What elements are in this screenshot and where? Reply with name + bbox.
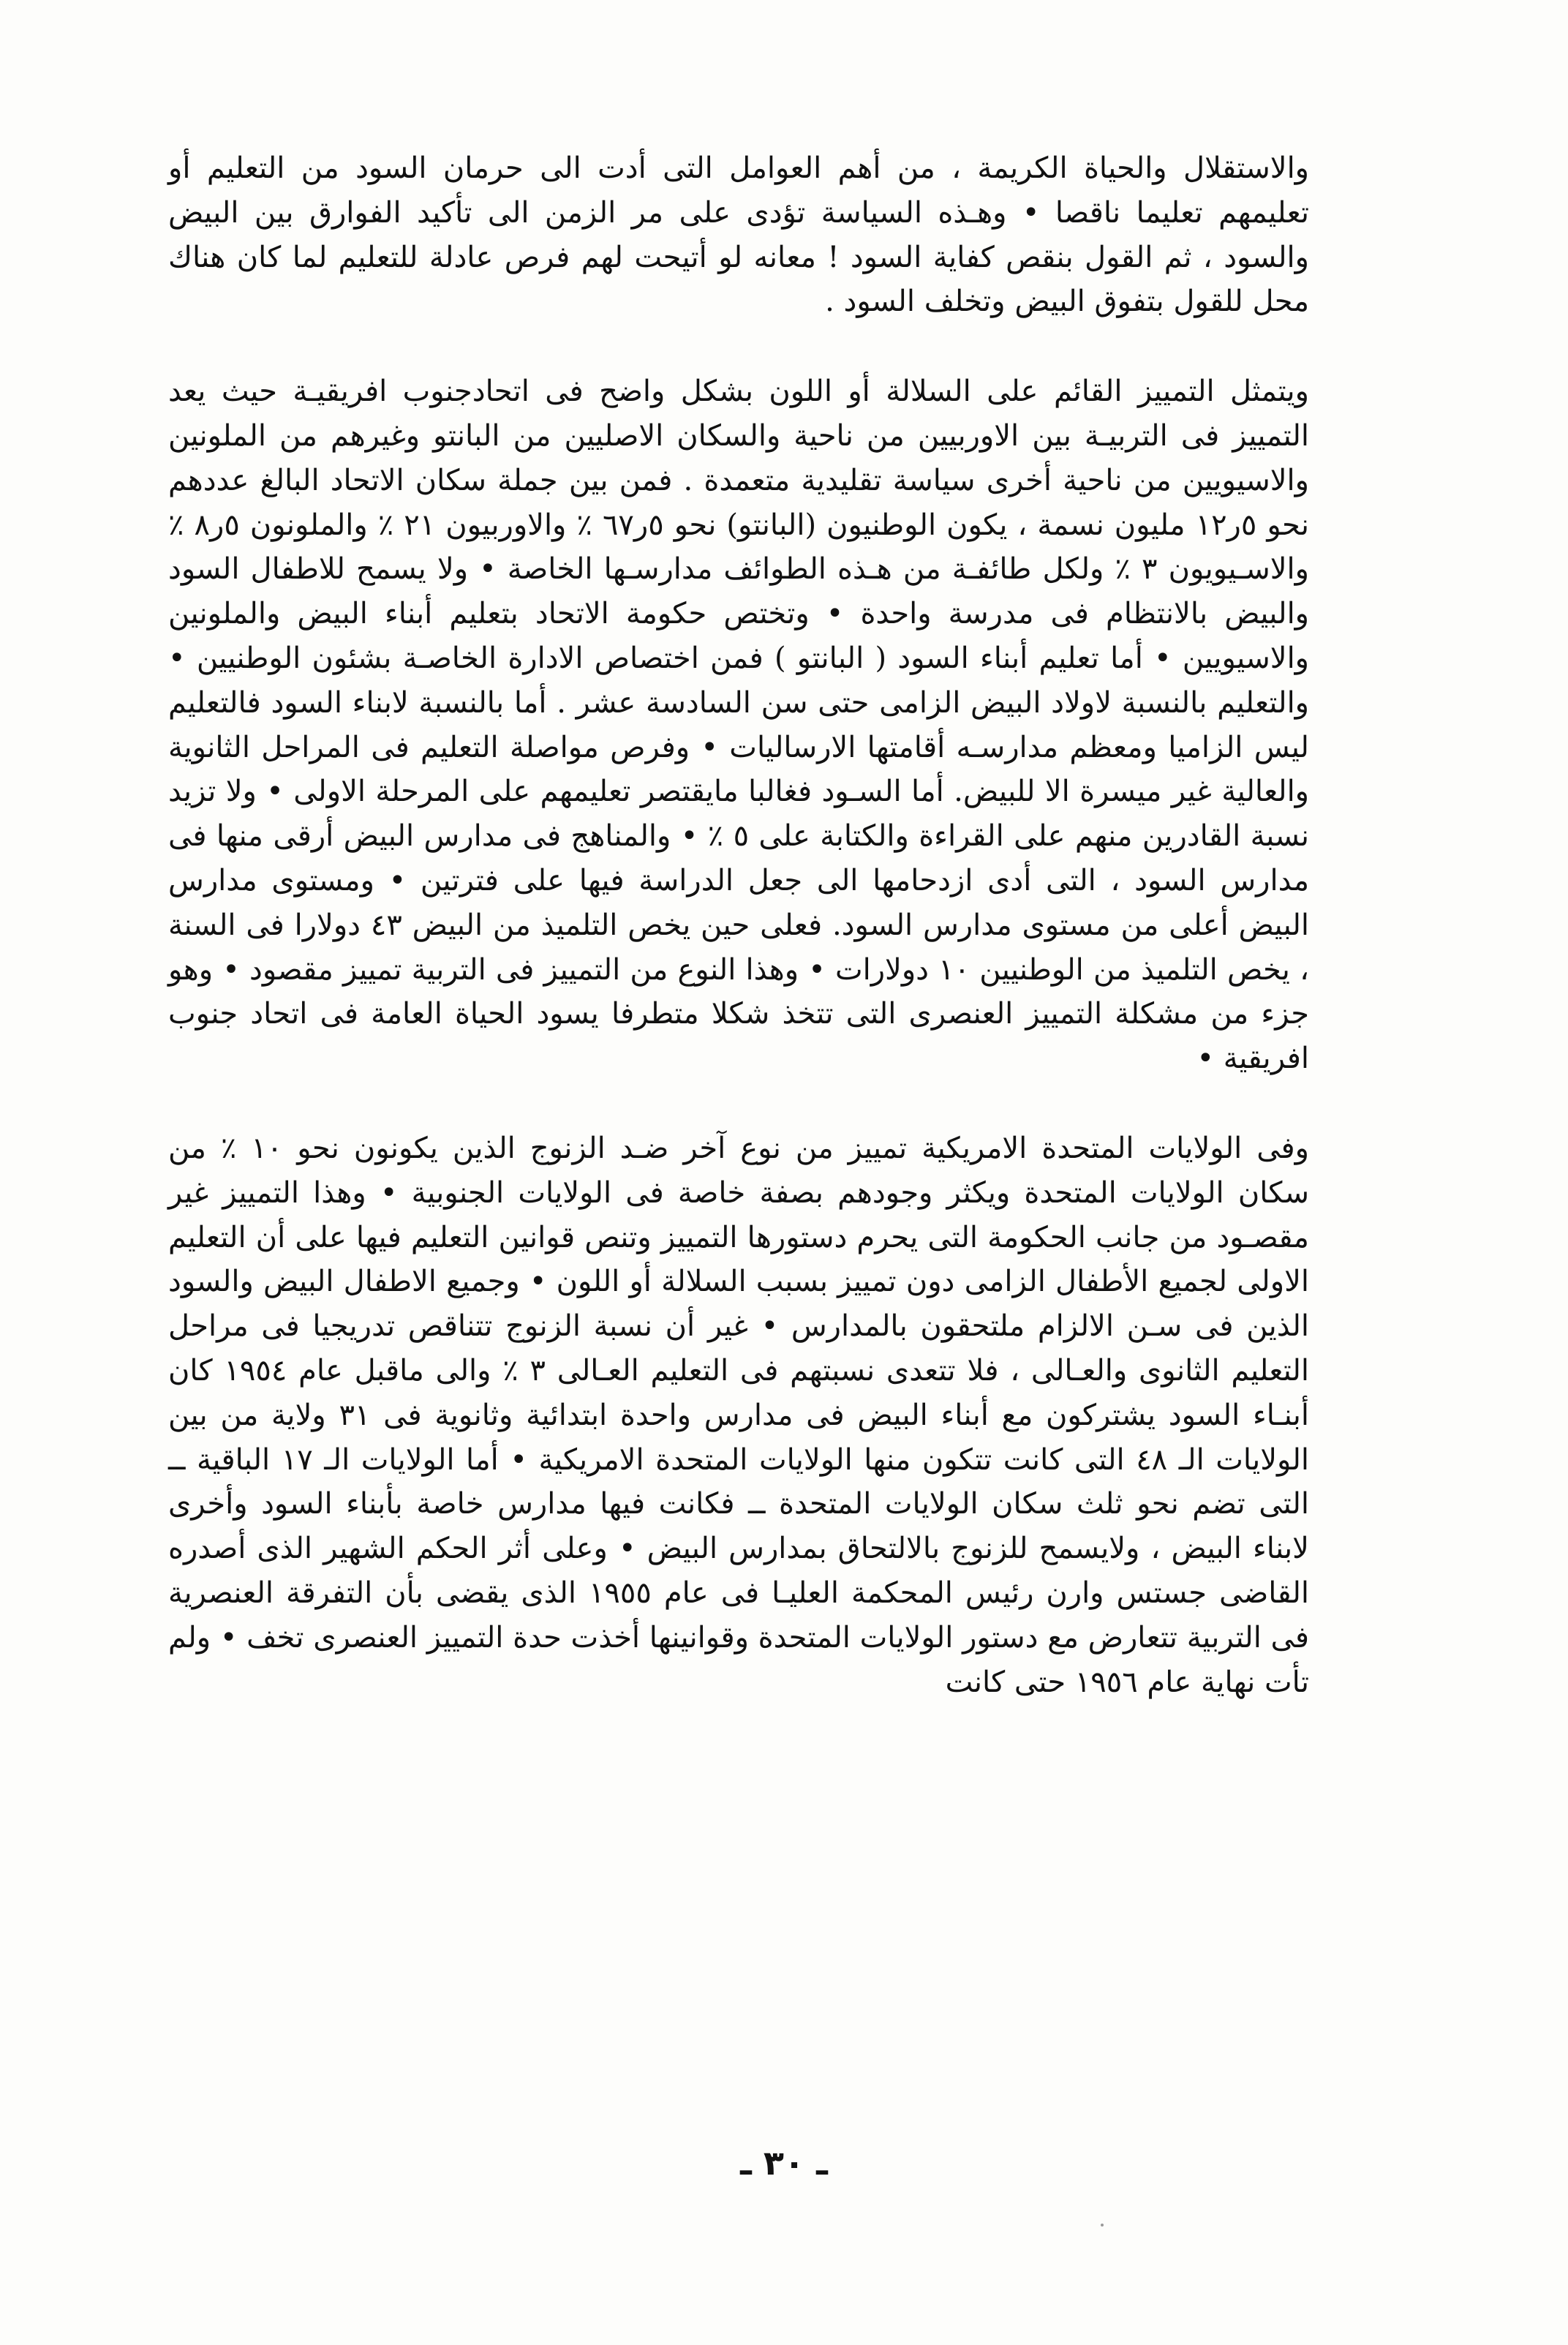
- scan-speck: [1101, 2224, 1104, 2227]
- page-number: ـ ٣٠ ـ: [740, 2143, 828, 2183]
- body-text: [168, 146, 1309, 1704]
- paragraph-south-africa: ويتمثل التمييز القائم على السلالة أو اللون بشكل واضح فى اتحادجنوب افريقيـة حيث يعد التمييز فى التربيـة بين الاوربيين من ناحية والسكان الاصليين من البانتو وغيرهم من الملونين والاسيويين من ناحية أخرى سياسة تقليدية متعمدة . فمن بين جملة سكان الاتحاد البالغ عددهم نحو ٥ر١٢ مليون نسمة ، يكون الوطنيون (البانتو) نحو ٥ر٦٧ ٪ والاوربيون ٢١ ٪ والملونون ٥ر٨ ٪ والاسـيويون ٣ ٪ ولكل طائفـة من هـذه الطوائف مدارسـها الخاصة • ولا يسمح للاطفال السود والبيض بالانتظام فى مدرسة واحدة • وتختص حكومة الاتحاد بتعليم أبناء البيض والملونين والاسيويين • أما تعليم أبناء السود ( البانتو ) فمن اختصاص الادارة الخاصـة بشئون الوطنيين • والتعليم بالنسبة لاولاد البيض الزامى حتى سن السادسة عشر . أما بالنسبة لابناء السود فالتعليم ليس الزاميا ومعظم مدارسـه أقامتها الارساليات • وفرص مواصلة التعليم فى المراحل الثانوية والعالية غير ميسرة الا للبيض. أما السـود فغالبا مايقتصر تعليمهم على المرحلة الاولى • ولا تزيد نسبة القادرين منهم على القراءة والكتابة على ٥ ٪ • والمناهج فى مدارس البيض أرقى منها فى مدارس السود ، التى أدى ازدحامها الى جعل الدراسة فيها على فترتين • ومستوى مدارس البيض أعلى من مستوى مدارس السود. فعلى حين يخص التلميذ من البيض ٤٣ دولارا فى السنة ، يخص التلميذ من الوطنيين ١٠ دولارات • وهذا النوع من التمييز فى التربية تمييز مقصود • وهو جزء من مشكلة التمييز العنصرى التى تتخذ شكلا متطرفا يسود الحياة العامة فى اتحاد جنوب افريقية •: [168, 374, 1310, 1076]
- paragraph-united-states: وفى الولايات المتحدة الامريكية تمييز من نوع آخر ضـد الزنوج الذين يكونون نحو ١٠ ٪ من سكان الولايات المتحدة ويكثر وجودهم بصفة خاصة فى الولايات الجنوبية • وهذا التمييز غير مقصـود من جانب الحكومة التى يحرم دستورها التمييز وتنص قوانين التعليم فيها على أن التعليم الاولى لجميع الأطفال الزامى دون تمييز بسبب السلالة أو اللون • وجميع الاطفال البيض والسود الذين فى سـن الالزام ملتحقون بالمدارس • غير أن نسبة الزنوج تتناقص تدريجيا فى مراحل التعليم الثانوى والعـالى ، فلا تتعدى نسبتهم فى التعليم العـالى ٣ ٪ والى ماقبل عام ١٩٥٤ كان أبنـاء السود يشتركون مع أبناء البيض فى مدارس واحدة ابتدائية وثانوية فى ٣١ ولاية من بين الولايات الـ ٤٨ التى كانت تتكون منها الولايات المتحدة الامريكية • أما الولايات الـ ١٧ الباقية ــ التى تضم نحو ثلث سكان الولايات المتحدة ــ فكانت فيها مدارس خاصة بأبناء السود وأخرى لابناء البيض ، ولايسمح للزنوج بالالتحاق بمدارس البيض • وعلى أثر الحكم الشهير الذى أصدره القاضى جستس وارن رئيس المحكمة العليـا فى عام ١٩٥٥ الذى يقضى بأن التفرقة العنصرية فى التربية تتعارض مع دستور الولايات المتحدة وقوانينها أخذت حدة التمييز العنصرى تخف • ولم تأت نهاية عام ١٩٥٦ حتى كانت: [168, 1131, 1310, 1699]
- paragraph-education-deprivation: والاستقلال والحياة الكريمة ، من أهم العوامل التى أدت الى حرمان السود من التعليم أو تعليمهم تعليما ناقصا • وهـذه السياسة تؤدى على مر الزمن الى تأكيد الفوارق بين البيض والسود ، ثم القول بنقص كفاية السود ! معانه لو أتيحت لهم فرص عادلة للتعليم لما كان هناك محل للقول بتفوق البيض وتخلف السود .: [168, 151, 1310, 319]
